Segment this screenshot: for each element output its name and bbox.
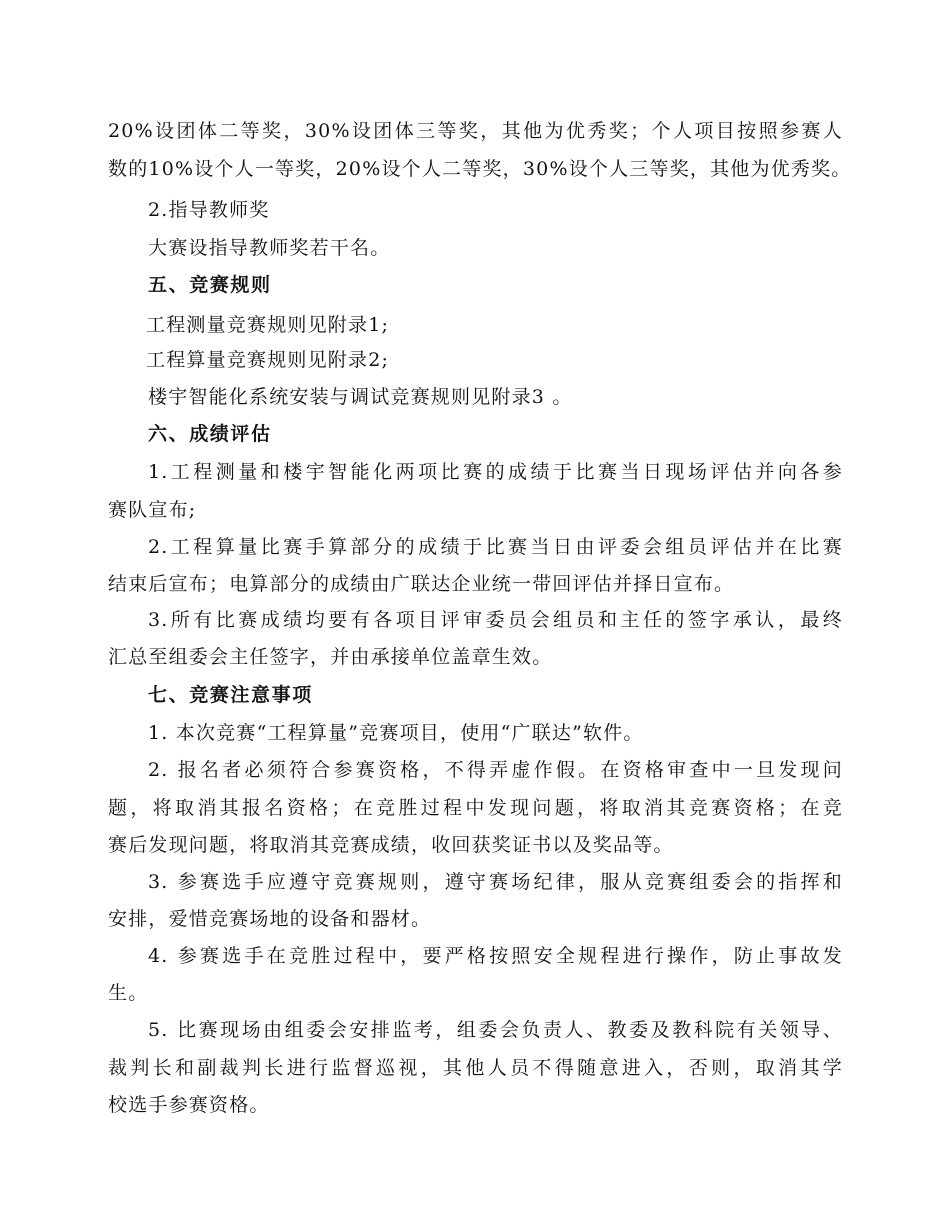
paragraph-line: 结束后宣布；电算部分的成绩由广联达企业统一带回评估并择日宣布。: [108, 573, 735, 595]
paragraph-line: 工程测量竞赛规则见附录1;: [146, 314, 390, 336]
paragraph-line: 2.指导教师奖: [148, 199, 270, 221]
paragraph-line: 生。: [108, 982, 149, 1004]
paragraph-line: 2. 报名者必须符合参赛资格，不得弄虚作假。在资格审查中一旦发现问: [148, 759, 843, 781]
paragraph-line: 数的10%设个人一等奖，20%设个人二等奖，30%设个人三等奖，其他为优秀奖。: [108, 158, 852, 180]
paragraph-line: 楼宇智能化系统安装与调试竞赛规则见附录3 。: [148, 386, 573, 408]
paragraph-line: 大赛设指导教师奖若干名。: [148, 237, 391, 259]
paragraph-line: 5. 比赛现场由组委会安排监考，组委会负责人、教委及教科院有关领导、: [148, 1019, 843, 1041]
paragraph-line: 赛队宣布;: [108, 499, 197, 521]
paragraph-line: 汇总至组委会主任签字，并由承接单位盖章生效。: [108, 646, 553, 668]
paragraph-line: 3.所有比赛成绩均要有各项目评审委员会组员和主任的签字承认，最终: [148, 609, 843, 631]
section-heading: 六、成绩评估: [148, 423, 272, 445]
paragraph-line: 2.工程算量比赛手算部分的成绩于比赛当日由评委会组员评估并在比赛: [148, 536, 843, 558]
paragraph-line: 校选手参赛资格。: [108, 1094, 270, 1116]
paragraph-line: 工程算量竞赛规则见附录2;: [146, 349, 390, 371]
paragraph-line: 1.工程测量和楼宇智能化两项比赛的成绩于比赛当日现场评估并向各参: [148, 461, 843, 483]
paragraph-line: 20%设团体二等奖，30%设团体三等奖，其他为优秀奖；个人项目按照参赛人: [108, 120, 843, 142]
section-heading: 七、竞赛注意事项: [148, 684, 313, 706]
paragraph-line: 1. 本次竞赛“工程算量”竞赛项目，使用“广联达”软件。: [148, 722, 644, 744]
paragraph-line: 裁判长和副裁判长进行监督巡视，其他人员不得随意进入，否则，取消其学: [108, 1057, 843, 1079]
paragraph-line: 赛后发现问题，将取消其竞赛成绩，收回获奖证书以及奖品等。: [108, 834, 674, 856]
section-heading: 五、竞赛规则: [148, 274, 272, 296]
paragraph-line: 3. 参赛选手应遵守竞赛规则，遵守赛场纪律，服从竞赛组委会的指挥和: [148, 871, 843, 893]
paragraph-line: 安排，爱惜竞赛场地的设备和器材。: [108, 908, 432, 930]
paragraph-line: 题，将取消其报名资格；在竞胜过程中发现问题，将取消其竞赛资格；在竞: [108, 797, 843, 819]
paragraph-line: 4. 参赛选手在竞胜过程中，要严格按照安全规程进行操作，防止事故发: [148, 945, 843, 967]
